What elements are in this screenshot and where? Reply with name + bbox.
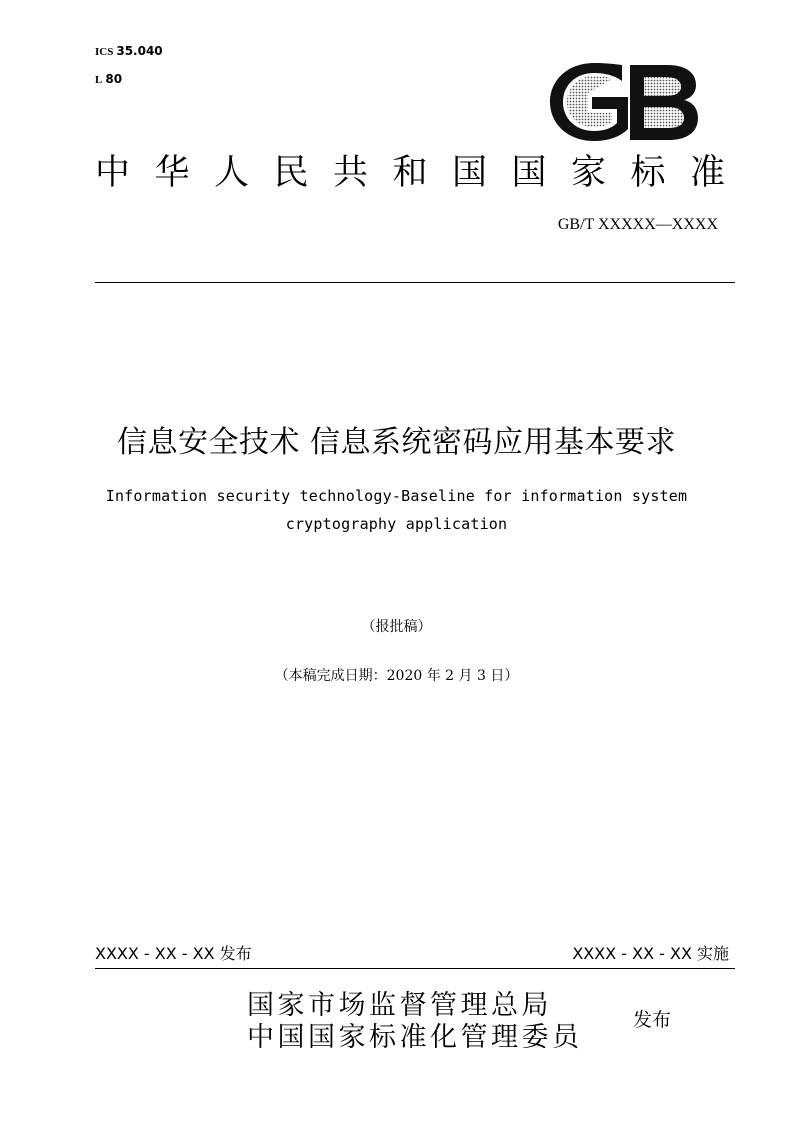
draft-completion-date: （本稿完成日期：2020 年 2 月 3 日） [274, 668, 519, 684]
draft-status: （报批稿） [361, 619, 432, 635]
issue-label: 发布 [633, 1009, 672, 1031]
ics-code [95, 44, 163, 59]
ccs-label: L [95, 74, 103, 86]
standard-number: GB/T XXXXX—XXXX [557, 216, 718, 233]
issuing-authority-2: 中国国家标准化管理委员 [247, 1022, 583, 1053]
document-title-chinese: 信息安全技术 信息系统密码应用基本要求 [116, 425, 677, 460]
english-title-line-2: cryptography application [285, 515, 508, 533]
issuing-authority-1: 国家市场监督管理总局 [247, 990, 552, 1021]
document-title-english [0, 482, 793, 538]
bottom-divider [95, 968, 735, 969]
english-title-line-1: Information security technology-Baseline for information system [105, 487, 688, 505]
national-standard-title: 中华人民共和国国家标准 [95, 153, 750, 193]
top-divider [95, 282, 735, 283]
ccs-code [95, 72, 122, 87]
ccs-value: 80 [105, 72, 123, 86]
implementation-date: XXXX - XX - XX 实施 [572, 944, 729, 963]
ics-value: 35.040 [116, 44, 163, 58]
ics-label: ICS [95, 46, 114, 58]
publication-date: XXXX - XX - XX 发布 [95, 944, 252, 963]
gb-logo-icon [548, 61, 700, 143]
